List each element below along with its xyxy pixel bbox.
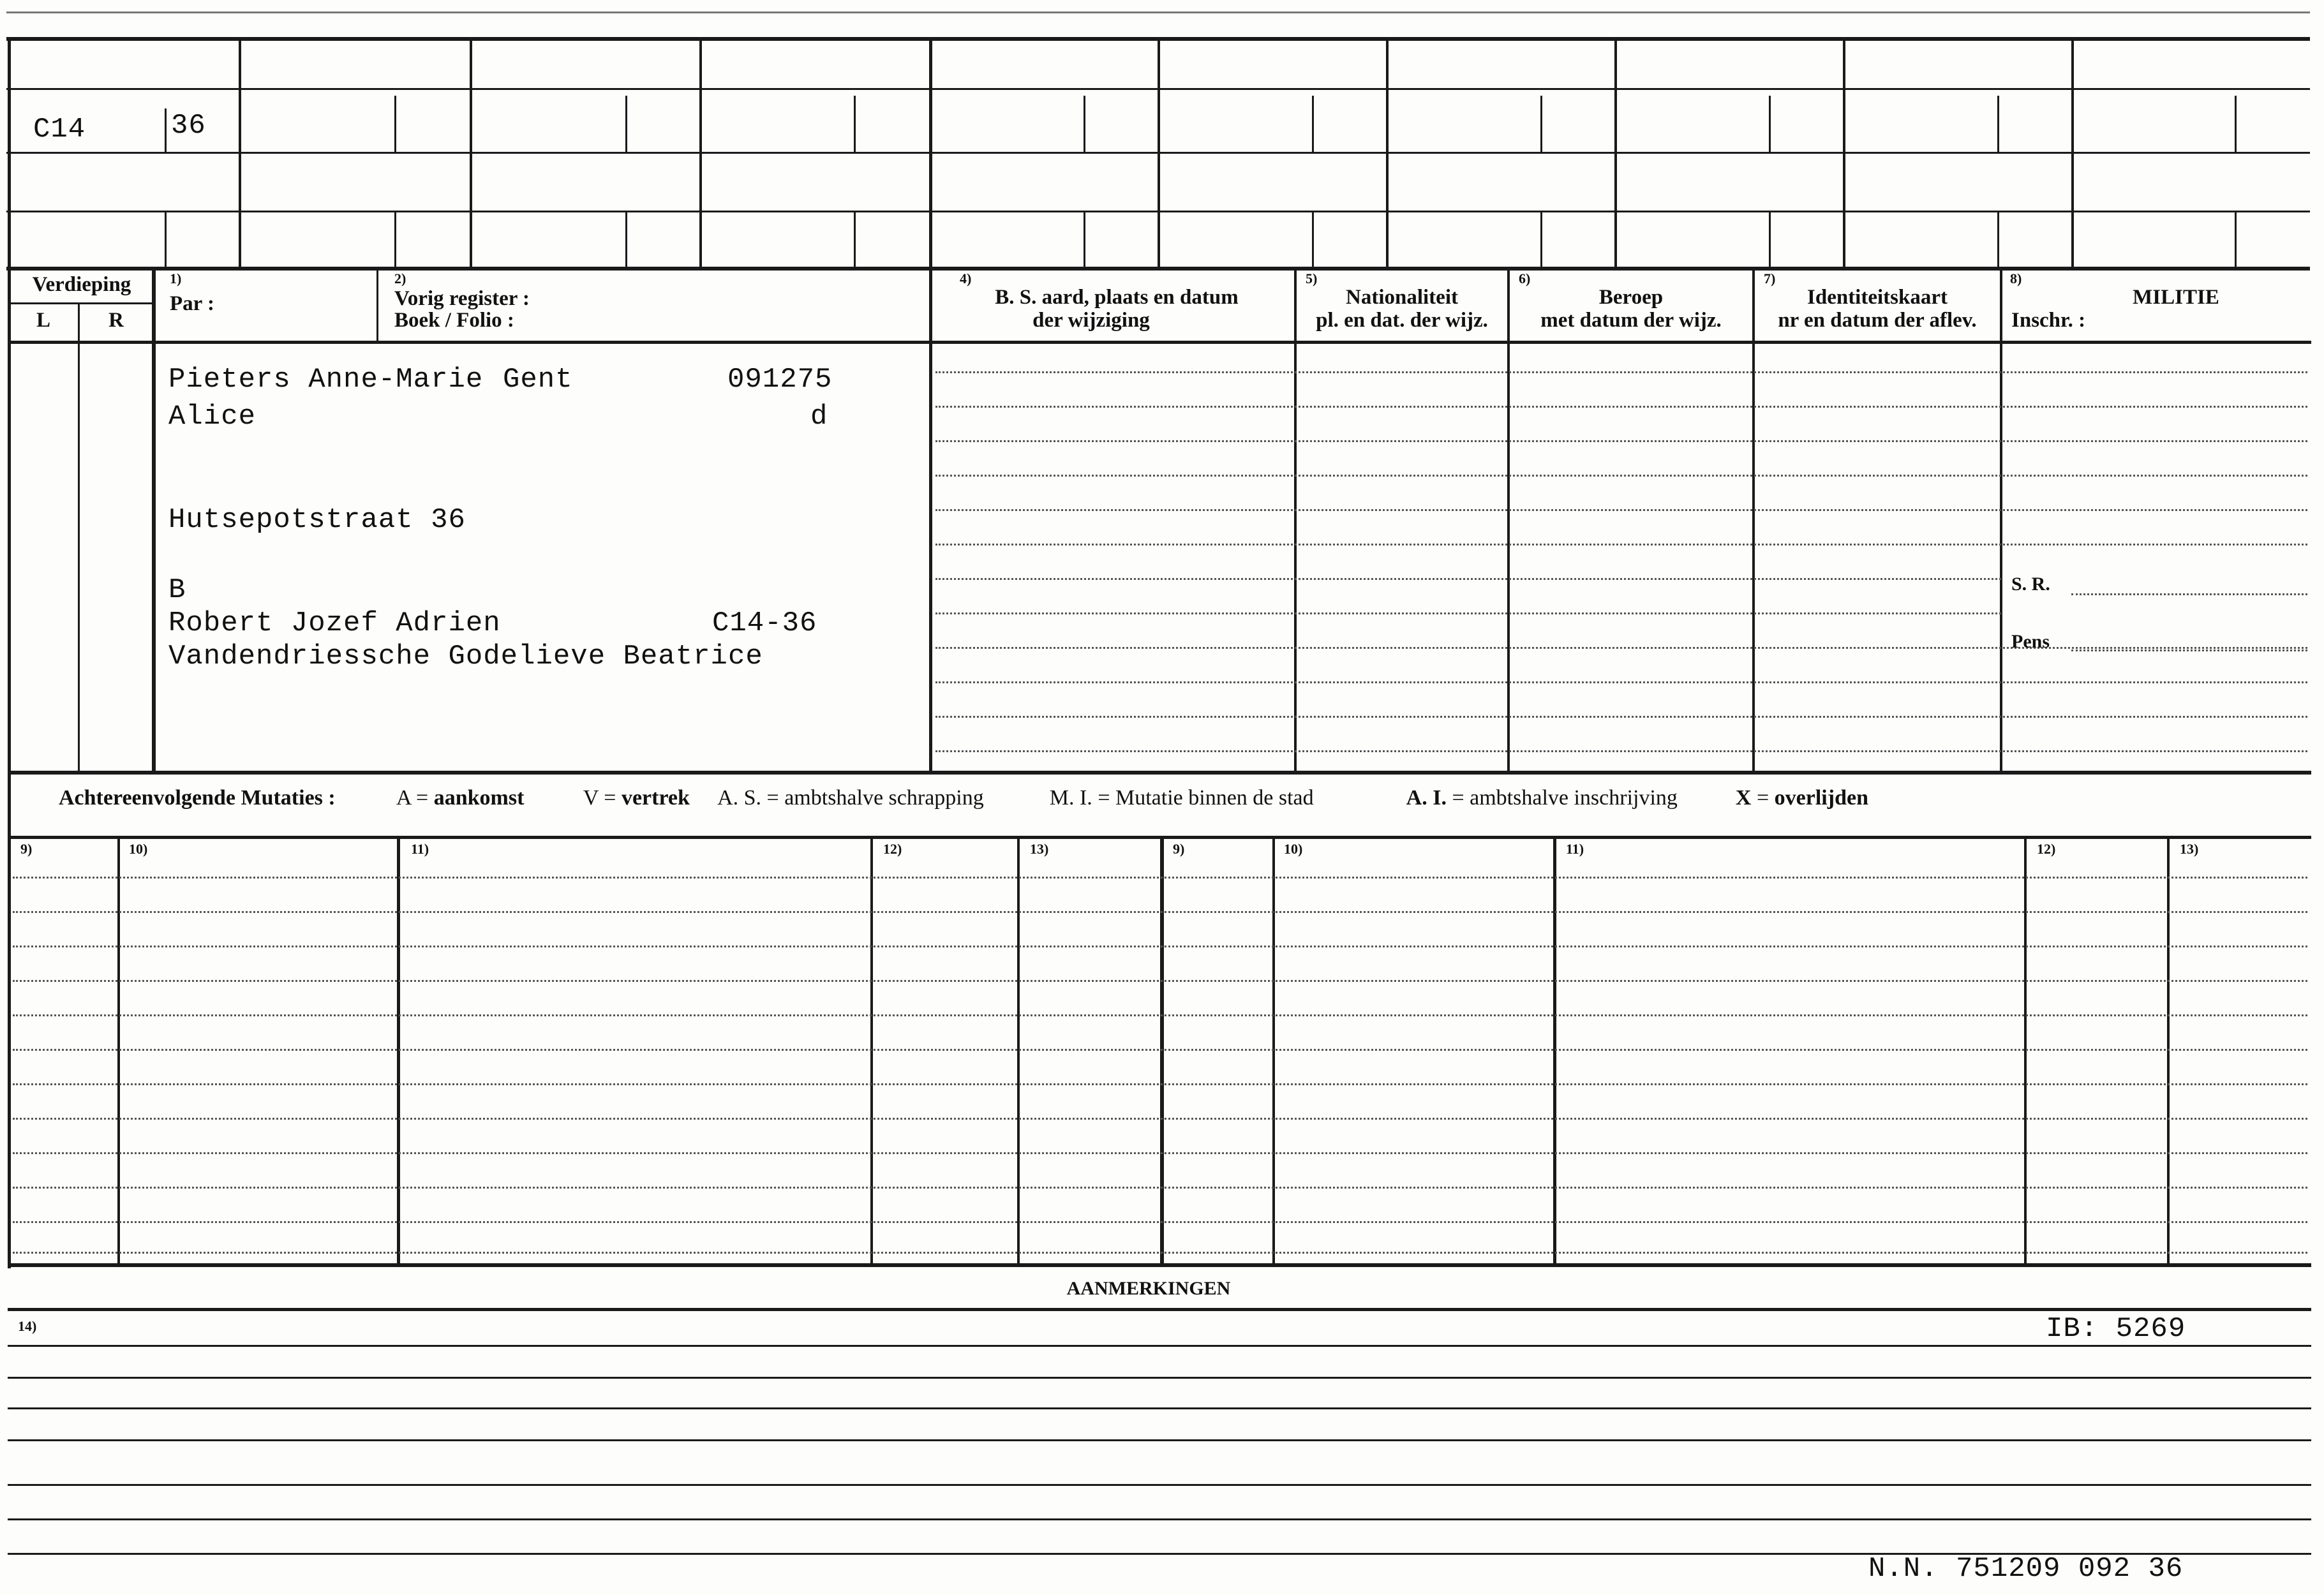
field-number: 4) [960,271,972,286]
verdieping-label: Verdieping [32,273,131,296]
col-11: 11) [411,841,429,857]
col-9: 9) [20,841,33,857]
ib-number: IB: 5269 [2046,1313,2186,1345]
birth-date: 091275 [727,364,833,396]
legend-a-value: aankomst [433,786,525,810]
col-12b: 12) [2037,841,2056,857]
col-9b: 9) [1173,841,1185,857]
vorig-register-label: Vorig register : [394,287,530,310]
legend-a-key: A [396,786,411,810]
reference-code: C14-36 [712,607,817,639]
legend-mi-key: M. I. [1049,786,1092,810]
militie-label: MILITIE [2133,286,2219,309]
bs-header-line1: B. S. aard, plaats en datum [995,286,1239,309]
national-number: N.N. 751209 092 36 [1868,1553,2184,1585]
col-10: 10) [129,841,148,857]
legend-x-value: overlijden [1774,786,1868,810]
par-label: Par : [170,292,214,315]
inschr-label: Inschr. : [2011,309,2086,332]
mother-name: Vandendriessche Godelieve Beatrice [168,641,763,672]
nationaliteit-line2: pl. en dat. der wijz. [1316,309,1488,332]
person-name: Pieters Anne-Marie [168,364,484,396]
col-11b: 11) [1566,841,1584,857]
boek-folio-label: Boek / Folio : [394,309,514,332]
col-10b: 10) [1284,841,1303,857]
nationaliteit-line1: Nationaliteit [1346,286,1458,309]
bs-header-line2: der wijziging [1032,309,1150,332]
address: Hutsepotstraat 36 [168,504,466,536]
legend-x-key: X [1735,786,1752,810]
legend-v-value: vertrek [621,786,690,810]
identiteitskaart-line2: nr en datum der aflev. [1778,309,1977,332]
floor-left-label: L [36,309,50,332]
legend-v-key: V [583,786,599,810]
identiteitskaart-line1: Identiteitskaart [1807,286,1948,309]
record-code: C14 [33,114,86,145]
legend-as-value: ambtshalve schrapping [784,786,984,810]
legend-title: Achtereenvolgende Mutaties : [59,786,336,810]
father-name: Robert Jozef Adrien [168,607,501,639]
remarks-number: 14) [18,1318,37,1334]
field-number: 5) [1306,271,1318,286]
sr-label: S. R. [2011,574,2050,595]
col-13b: 13) [2180,841,2199,857]
person-name-cont: Alice [168,401,257,433]
house-number: 36 [171,110,206,142]
beroep-line2: met datum der wijz. [1540,309,1722,332]
col-13: 13) [1030,841,1049,857]
legend-mi-value: Mutatie binnen de stad [1115,786,1314,810]
birth-place: Gent [503,364,573,396]
mutations-legend: Achtereenvolgende Mutaties : A = aankomst V = vertrek A. S. = ambtshalve schrapping M. I. = Mutatie binnen de stad A. I. = ambtshalve inschrijving X = overlijden [59,786,1868,810]
field-number: 2) [394,271,406,286]
legend-ai-value: ambtshalve inschrijving [1470,786,1678,810]
remarks-title: AANMERKINGEN [1066,1278,1231,1299]
floor-right-label: R [108,309,124,332]
pens-label: Pens [2011,631,2050,652]
field-number: 8) [2010,271,2022,286]
sex-code: d [810,401,828,433]
field-number: 7) [1764,271,1776,286]
legend-as-key: A. S. [717,786,762,810]
col-12: 12) [883,841,902,857]
status-code: B [168,574,186,606]
field-number: 1) [170,271,182,286]
field-number: 6) [1519,271,1531,286]
beroep-line1: Beroep [1598,286,1664,309]
legend-ai-key: A. I. [1406,786,1447,810]
